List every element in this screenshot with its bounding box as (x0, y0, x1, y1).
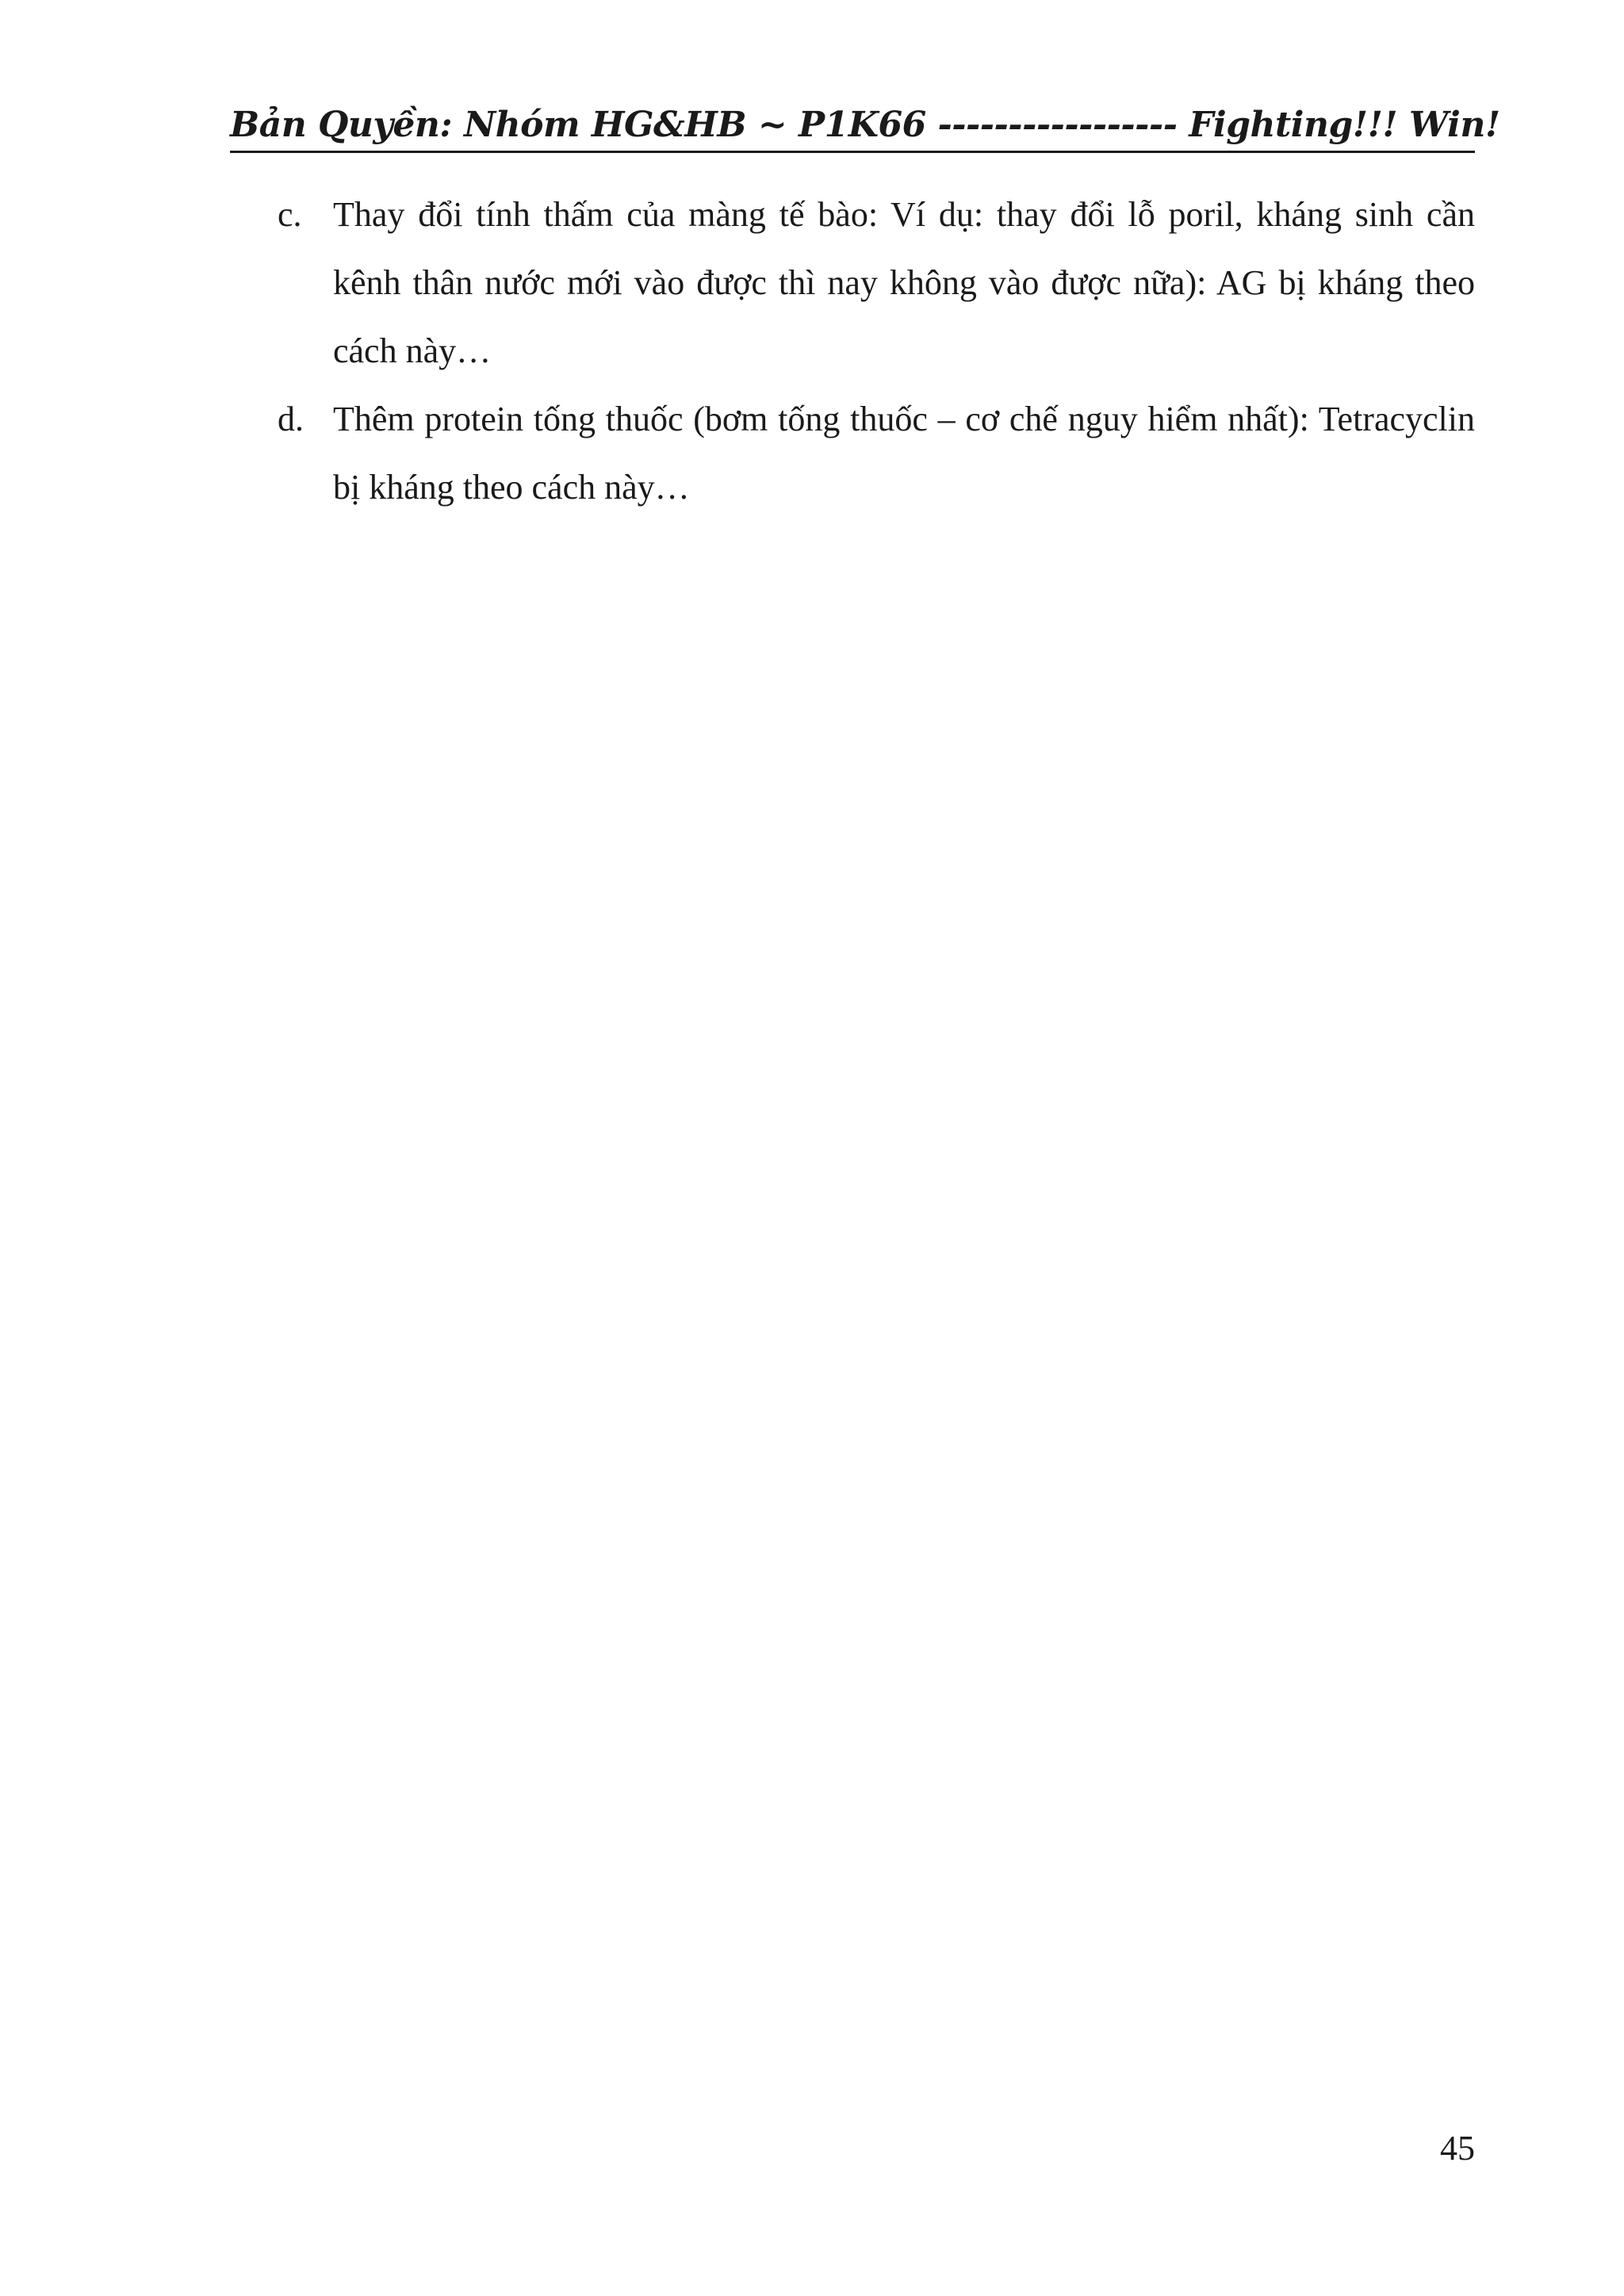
header-text: Bản Quyền: Nhóm HG&HB ~ P1K66 ----------------- Fighting!!! Win! (230, 105, 1500, 145)
list-marker: c. (278, 195, 302, 234)
list-item-text: Thêm protein tống thuốc (bơm tống thuốc – cơ chế nguy hiểm nhất): Tetracyclin bị kháng theo cách này… (333, 400, 1475, 507)
list-item-c (278, 181, 1475, 385)
page-header (230, 101, 1500, 153)
list-marker: d. (278, 400, 304, 438)
page-number: 45 (1440, 2129, 1475, 2168)
list-item-d (278, 385, 1475, 522)
list-item-text: Thay đổi tính thấm của màng tế bào: Ví dụ: thay đổi lỗ poril, kháng sinh cần kênh thân nước mới vào được thì nay không vào được nữa): AG bị kháng theo cách này… (333, 195, 1475, 370)
document-body (278, 181, 1475, 522)
